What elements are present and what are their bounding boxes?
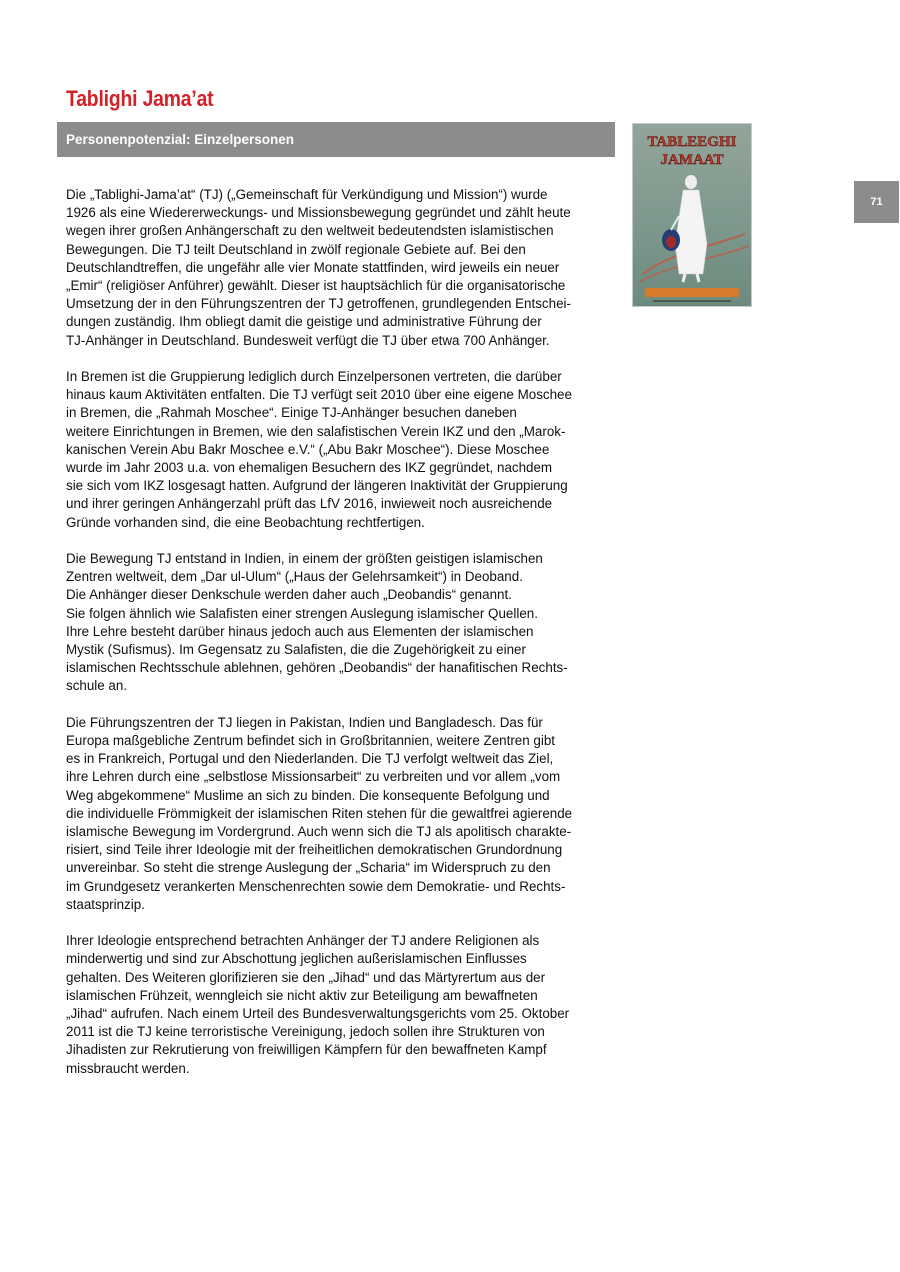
text-line: 2011 ist die TJ keine terroristische Vereinigung, jedoch sollen ihre Strukturen von (66, 1024, 545, 1040)
text-line: Die Anhänger dieser Denkschule werden daher auch „Deobandis“ genannt. (66, 587, 512, 603)
paragraph (66, 186, 618, 350)
cover-title-line2: JAMAAT (660, 152, 724, 168)
book-cover-image (632, 123, 752, 307)
text-line: hinaus kaum Aktivitäten entfalten. Die TJ verfügt seit 2010 über eine eigene Moschee (66, 387, 572, 403)
text-line: Ihre Lehre besteht darüber hinaus jedoch auch aus Elementen der islamischen (66, 623, 534, 639)
text-line: risiert, sind Teile ihrer Ideologie mit der freiheitlichen demokratischen Grundordnung (66, 842, 563, 858)
text-line: Die „Tablighi-Jama’at“ (TJ) („Gemeinschaft für Verkündigung und Mission“) wurde (66, 187, 548, 202)
page-title: Tablighi Jama’at (66, 86, 214, 111)
text-line: gehalten. Des Weiteren glorifizieren sie den „Jihad“ und das Märtyrertum aus der (66, 969, 546, 985)
text-line: im Grundgesetz verankerten Menschenrechten sowie dem Demokratie- und Rechts- (66, 878, 566, 894)
text-line: staatsprinzip. (66, 896, 145, 912)
body-text (66, 186, 618, 1096)
text-line: „Jihad“ aufrufen. Nach einem Urteil des Bundesverwaltungsgerichts vom 25. Oktober (66, 1006, 570, 1022)
text-line: Umsetzung der in den Führungszentren der TJ getroffenen, grundlegenden Entschei- (66, 296, 571, 312)
text-line: Deutschlandtreffen, die ungefähr alle vier Monate stattfinden, wird jeweils ein neuer (66, 259, 560, 275)
text-line: Zentren weltweit, dem „Dar ul-Ulum“ („Haus der Gelehrsamkeit“) in Deoband. (66, 569, 523, 585)
text-line: dungen zuständig. Ihm obliegt damit die geistige und administrative Führung der (66, 314, 542, 330)
text-line: Jihadisten zur Rekrutierung von freiwilligen Kämpfern für den bewaffneten Kampf (66, 1042, 547, 1058)
text-line: islamische Bewegung im Vordergrund. Auch wenn sich die TJ als apolitisch charakte- (66, 824, 572, 840)
text-line: Weg abgekommene“ Muslime an sich zu binden. Die konsequente Befolgung und (66, 787, 550, 803)
text-line: weitere Einrichtungen in Bremen, wie den salafistischen Verein IKZ und den „Marok- (66, 423, 566, 439)
book-cover-illustration (633, 124, 751, 306)
text-line: ihre Lehren durch eine „selbstlose Missionsarbeit“ zu verbreiten und vor allem „vom (66, 769, 561, 785)
paragraph (66, 368, 618, 532)
text-line: minderwertig und sind zur Abschottung jeglichen außerislamischen Einflusses (66, 951, 527, 967)
cover-title-line1: TABLEEGHI (647, 134, 737, 150)
text-line: unvereinbar. So steht die strenge Auslegung der „Scharia“ im Widerspruch zu den (66, 860, 551, 876)
text-line: die individuelle Frömmigkeit der islamischen Riten stehen für die gewaltfrei agierende (66, 805, 573, 821)
paragraph (66, 550, 618, 696)
text-line: missbraucht werden. (66, 1060, 190, 1076)
text-line: Die Bewegung TJ entstand in Indien, in einem der größten geistigen islamischen (66, 551, 543, 567)
page-number: 71 (870, 196, 883, 208)
section-bar (57, 122, 615, 157)
text-line: „Emir“ (religiöser Anführer) gewählt. Dieser ist hauptsächlich für die organisatorische (66, 278, 566, 294)
text-line: Bewegungen. Die TJ teilt Deutschland in zwölf regionale Gebiete auf. Bei den (66, 241, 526, 257)
text-line: schule an. (66, 678, 128, 694)
text-line: islamischen Frühzeit, wenngleich sie nicht aktiv zur Beteiligung am bewaffneten (66, 987, 538, 1003)
section-bar-label: Personenpotenzial: Einzelpersonen (66, 132, 295, 147)
text-line: Die Führungszentren der TJ liegen in Pakistan, Indien und Bangladesch. Das für (66, 714, 543, 730)
text-line: Mystik (Sufismus). Im Gegensatz zu Salafisten, die die Zugehörigkeit zu einer (66, 642, 526, 658)
paragraph (66, 932, 618, 1078)
text-line: TJ-Anhänger in Deutschland. Bundesweit verfügt die TJ über etwa 700 Anhänger. (66, 332, 550, 348)
page-number-tab (854, 181, 899, 223)
paragraph (66, 714, 618, 914)
text-line: und ihrer geringen Anhängerzahl prüft das LfV 2016, inwieweit noch ausreichende (66, 496, 553, 512)
text-line: Ihrer Ideologie entsprechend betrachten Anhänger der TJ andere Religionen als (66, 933, 540, 949)
text-line: Gründe vorhanden sind, die eine Beobachtung rechtfertigen. (66, 514, 425, 530)
text-line: in Bremen, die „Rahmah Moschee“. Einige TJ-Anhänger besuchen daneben (66, 405, 517, 421)
text-line: wurde im Jahr 2003 u.a. von ehemaligen Besuchern des IKZ gegründet, nachdem (66, 460, 553, 476)
text-line: sie sich vom IKZ losgesagt hatten. Aufgrund der längeren Inaktivität der Gruppierung (66, 478, 568, 494)
text-line: 1926 als eine Wiedererweckungs- und Missionsbewegung gegründet und zählt heute (66, 205, 571, 221)
text-line: es in Frankreich, Portugal und den Niederlanden. Die TJ verfolgt weltweit das Ziel, (66, 751, 554, 767)
text-line: kanischen Verein Abu Bakr Moschee e.V.“ („Abu Bakr Moschee“). Diese Moschee (66, 441, 550, 457)
text-line: wegen ihrer großen Anhängerschaft zu den weltweit bedeutendsten islamistischen (66, 223, 554, 239)
text-line: In Bremen ist die Gruppierung lediglich durch Einzelpersonen vertreten, die darüber (66, 369, 562, 385)
text-line: Europa maßgebliche Zentrum befindet sich in Großbritannien, weitere Zentren gibt (66, 733, 556, 749)
text-line: Sie folgen ähnlich wie Salafisten einer strengen Auslegung islamischer Quellen. (66, 605, 538, 621)
text-line: islamischen Rechtsschule ablehnen, gehören „Deobandis“ der hanafitischen Rechts- (66, 660, 568, 676)
